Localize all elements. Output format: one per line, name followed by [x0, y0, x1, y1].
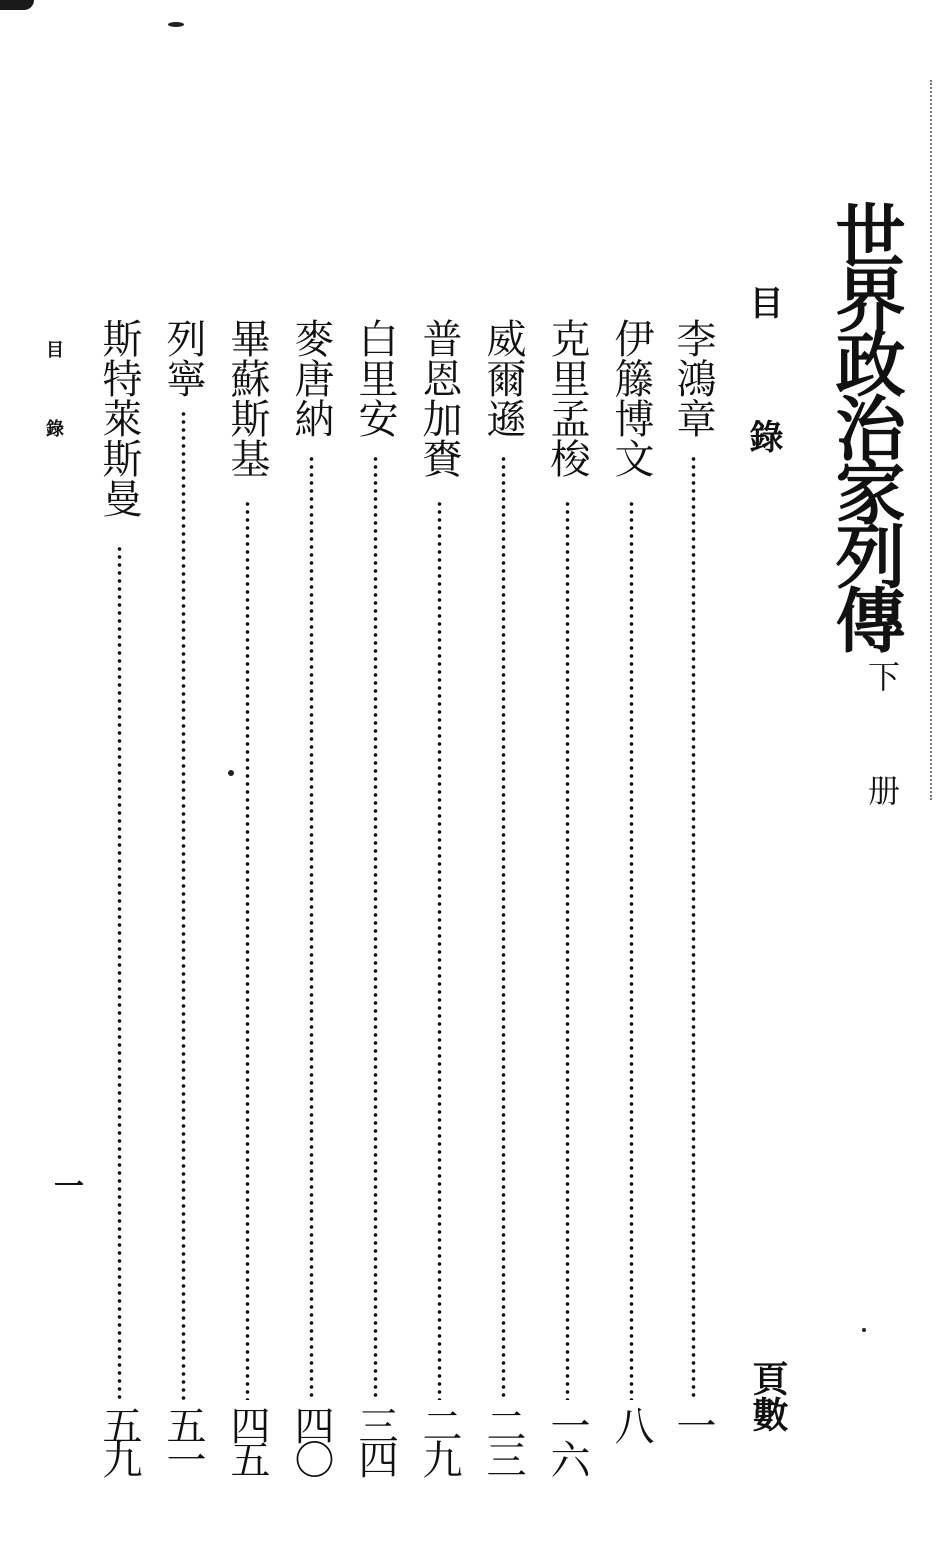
- page-edge-mark: [928, 80, 932, 800]
- entry-name: 麥唐納: [288, 318, 334, 438]
- entry-name: 李鴻章: [670, 318, 716, 438]
- entry-page-number: 一六: [544, 1405, 590, 1473]
- dot-leader: [691, 455, 696, 1400]
- entry-name: 斯特萊斯曼: [96, 318, 142, 518]
- pages-column-heading: 頁數: [747, 1360, 789, 1432]
- dot-leader: [309, 455, 314, 1400]
- entry-name: 畢蘇斯基: [224, 318, 270, 478]
- entry-name: 白里安: [352, 318, 398, 438]
- book-title: 世界政治家列傳: [824, 200, 907, 648]
- entry-name: 威爾遜: [480, 318, 526, 438]
- entry-name: 克里孟梭: [544, 318, 590, 478]
- entry-page-number: 三四: [352, 1405, 398, 1473]
- entry-page-number: 四〇: [288, 1405, 334, 1473]
- entry-name: 普恩加賚: [416, 318, 462, 478]
- entry-name: 伊籐博文: [608, 318, 654, 478]
- folio-page-number: 一: [48, 1170, 83, 1200]
- entry-page-number: 二三: [480, 1405, 526, 1473]
- entry-page-number: 八: [608, 1405, 654, 1439]
- volume-label: 下 册: [863, 660, 901, 828]
- dot-leader: [629, 500, 634, 1400]
- dot-leader: [373, 455, 378, 1400]
- dot-leader: [181, 410, 186, 1400]
- scan-speck: [862, 1328, 866, 1332]
- entry-page-number: 一: [670, 1405, 716, 1439]
- dot-leader: [501, 455, 506, 1400]
- dot-leader: [117, 545, 122, 1400]
- toc-heading: 目 錄: [743, 285, 783, 483]
- running-footer-label: 目 錄: [43, 340, 64, 457]
- scan-corner-mark: [0, 0, 34, 10]
- entry-page-number: 五一: [160, 1405, 206, 1473]
- entry-page-number: 二九: [416, 1405, 462, 1473]
- entry-page-number: 五九: [96, 1405, 142, 1473]
- entry-page-number: 四五: [224, 1405, 270, 1473]
- dot-leader: [565, 500, 570, 1400]
- scan-speck: [168, 22, 184, 27]
- scan-speck: [228, 770, 234, 776]
- entry-name: 列寧: [160, 318, 206, 398]
- dot-leader: [437, 500, 442, 1400]
- dot-leader: [245, 500, 250, 1400]
